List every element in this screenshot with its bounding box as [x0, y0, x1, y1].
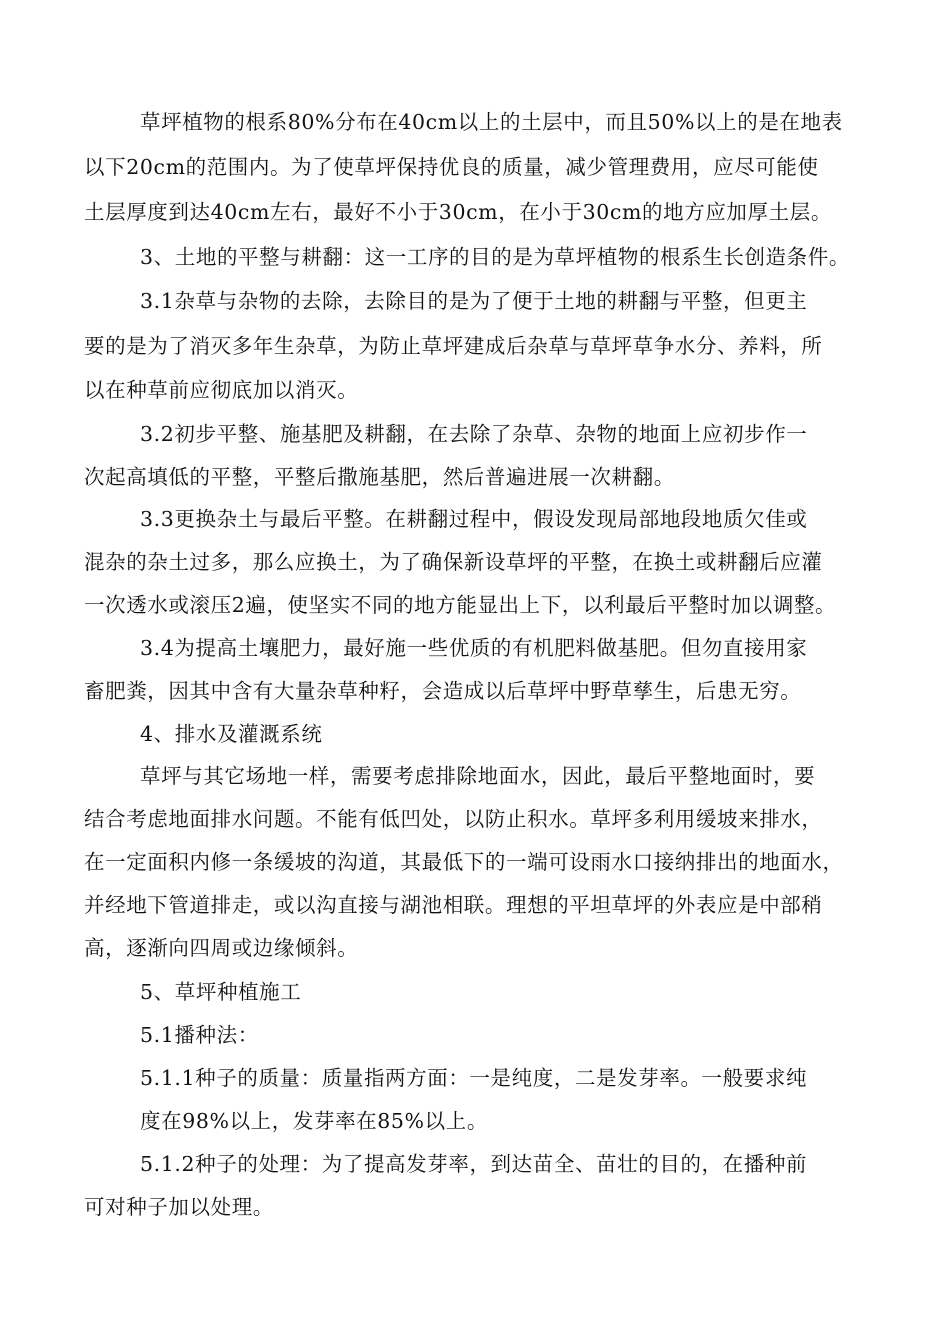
subsection-heading: 5.1播种法：	[140, 1023, 259, 1047]
text-line: 在一定面积内修一条缓坡的沟道，其最低下的一端可设雨水口接纳排出的地面水，	[84, 850, 844, 874]
text-line: 以在种草前应彻底加以消灭。	[84, 378, 359, 402]
text-line: 3.1杂草与杂物的去除，去除目的是为了便于土地的耕翻与平整，但更主	[140, 289, 808, 313]
text-line: 草坪与其它场地一样，需要考虑排除地面水，因此，最后平整地面时，要	[140, 764, 816, 788]
text-line: 3.2初步平整、施基肥及耕翻，在去除了杂草、杂物的地面上应初步作一	[140, 422, 808, 446]
text-line: 3.4为提高土壤肥力，最好施一些优质的有机肥料做基肥。但勿直接用家	[140, 636, 808, 660]
section-heading: 4、排水及灌溉系统	[140, 722, 323, 746]
text-line: 5.1.1种子的质量：质量指两方面：一是纯度，二是发芽率。一般要求纯	[140, 1066, 808, 1090]
text-line: 要的是为了消灭多年生杂草，为防止草坪建成后杂草与草坪草争水分、养料，所	[84, 334, 823, 358]
text-line: 5.1.2种子的处理：为了提高发芽率，到达苗全、苗壮的目的，在播种前	[140, 1152, 808, 1176]
text-line: 土层厚度到达40cm左右，最好不小于30cm，在小于30cm的地方应加厚土层。	[84, 200, 832, 224]
text-line: 3.3更换杂土与最后平整。在耕翻过程中，假设发现局部地段地质欠佳或	[140, 507, 808, 531]
text-line: 草坪植物的根系80%分布在40cm以上的土层中，而且50%以上的是在地表	[140, 110, 843, 134]
section-heading: 3、土地的平整与耕翻：这一工序的目的是为草坪植物的根系生长创造条件。	[140, 245, 850, 269]
section-heading: 5、草坪种植施工	[140, 980, 302, 1004]
text-line: 畜肥粪，因其中含有大量杂草种籽，会造成以后草坪中野草孳生，后患无穷。	[84, 679, 802, 703]
text-line: 并经地下管道排走，或以沟直接与湖池相联。理想的平坦草坪的外表应是中部稍	[84, 893, 823, 917]
text-line: 以下20cm的范围内。为了使草坪保持优良的质量，减少管理费用，应尽可能使	[84, 155, 819, 179]
text-line: 结合考虑地面排水问题。不能有低凹处，以防止积水。草坪多利用缓坡来排水，	[84, 807, 823, 831]
text-line: 高，逐渐向四周或边缘倾斜。	[84, 936, 359, 960]
text-line: 度在98%以上，发芽率在85%以上。	[140, 1109, 488, 1133]
text-line: 混杂的杂土过多，那么应换土，为了确保新设草坪的平整，在换土或耕翻后应灌	[84, 550, 823, 574]
text-line: 一次透水或滚压2遍，使坚实不同的地方能显出上下，以利最后平整时加以调整。	[84, 593, 837, 617]
text-line: 可对种子加以处理。	[84, 1195, 274, 1219]
text-line: 次起高填低的平整，平整后撒施基肥，然后普遍进展一次耕翻。	[84, 465, 675, 489]
